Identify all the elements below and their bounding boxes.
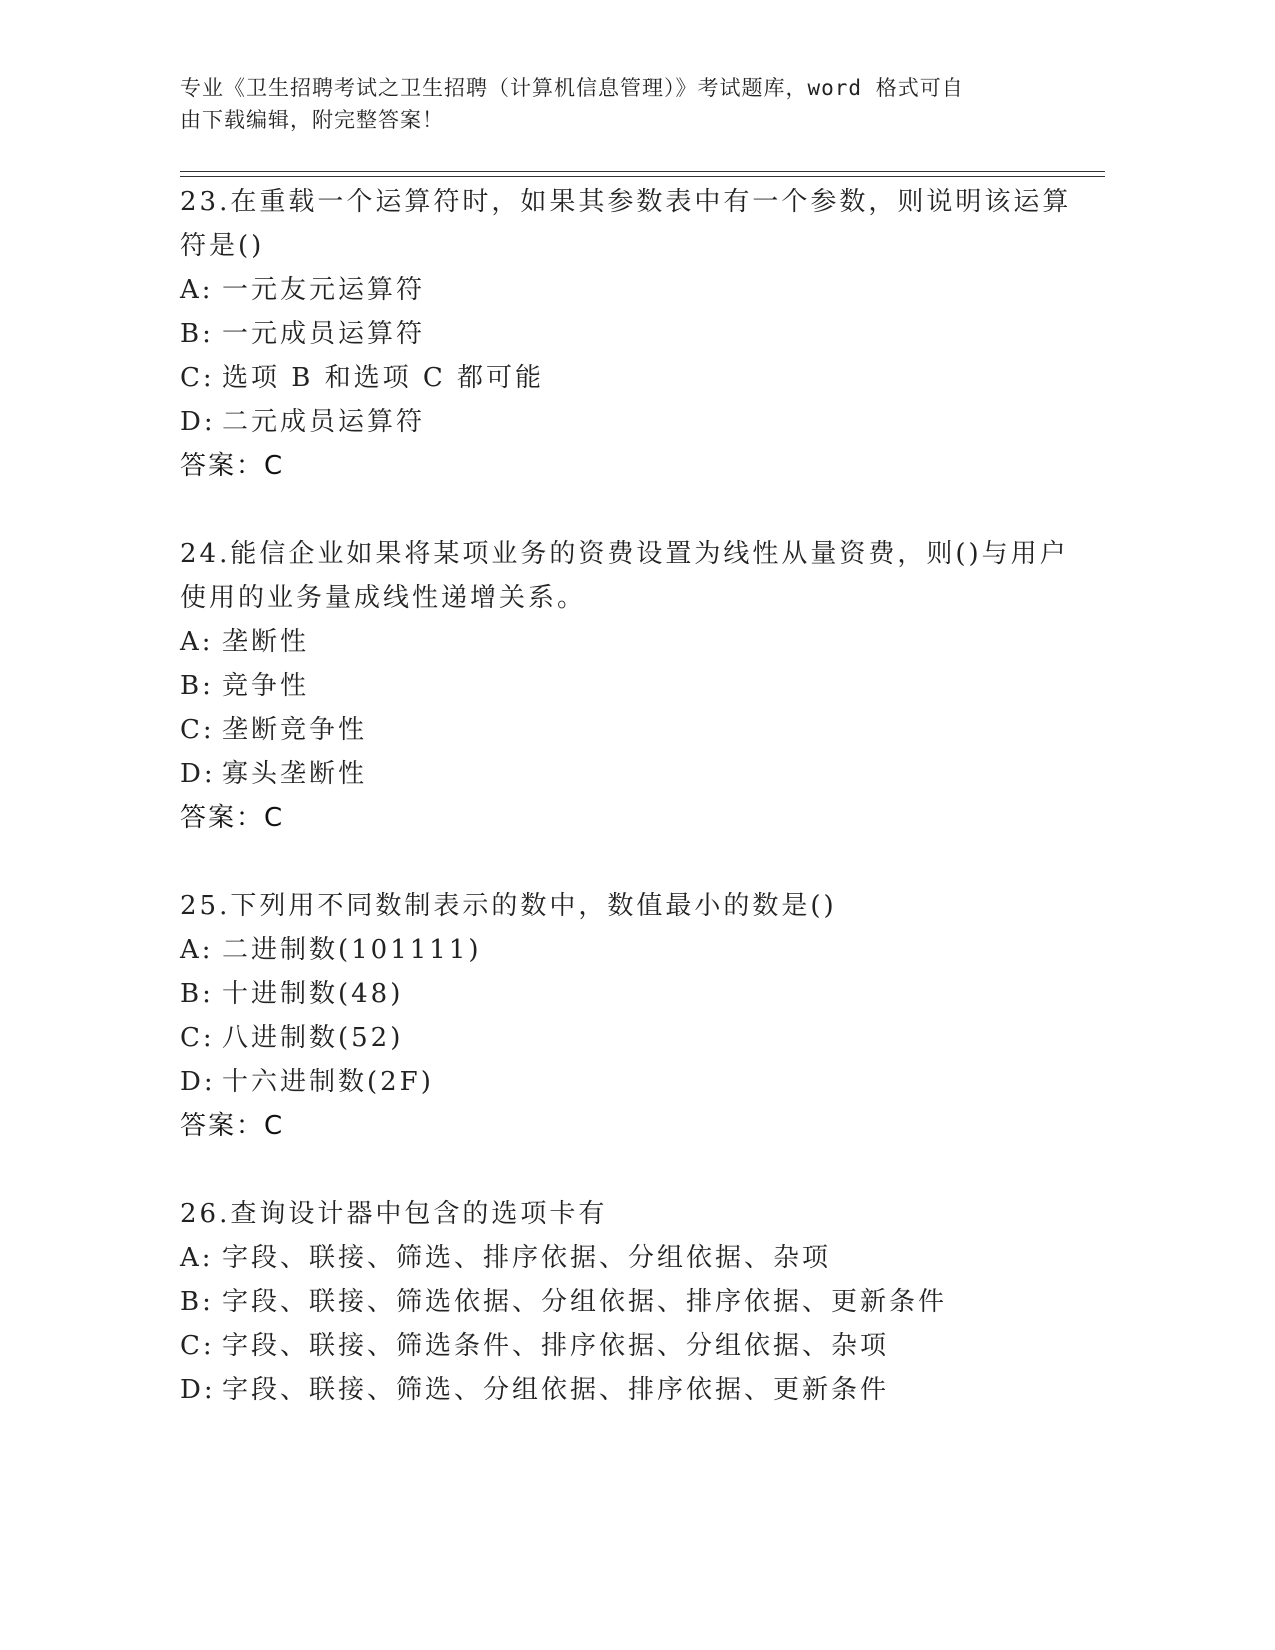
option-letter: D:	[180, 759, 216, 789]
option-text: 一元成员运算符	[222, 319, 426, 349]
option-d	[180, 752, 1080, 796]
option-text: 字段、联接、筛选依据、分组依据、排序依据、更新条件	[222, 1287, 948, 1317]
option-letter: A:	[180, 275, 214, 305]
question-23	[180, 180, 1080, 488]
question-text-line: 符是()	[180, 231, 265, 261]
option-d	[180, 1368, 1080, 1412]
option-letter: B:	[180, 1287, 214, 1317]
option-letter: C:	[180, 1331, 215, 1361]
option-text: 寡头垄断性	[222, 759, 368, 789]
option-c	[180, 1016, 1080, 1060]
option-text: 字段、联接、筛选、排序依据、分组依据、杂项	[222, 1243, 832, 1273]
option-letter: D:	[180, 1067, 216, 1097]
option-b	[180, 312, 1080, 356]
option-letter: D:	[180, 1375, 216, 1405]
option-letter: C:	[180, 715, 215, 745]
question-text-line: 26.查询设计器中包含的选项卡有	[180, 1199, 608, 1229]
option-letter: C:	[180, 363, 215, 393]
option-text: 二进制数(101111)	[222, 935, 482, 965]
option-letter: B:	[180, 319, 214, 349]
option-c	[180, 1324, 1080, 1368]
question-24	[180, 532, 1080, 840]
option-letter: A:	[180, 935, 214, 965]
option-a	[180, 928, 1080, 972]
option-text: 十进制数(48)	[222, 979, 404, 1009]
option-text: 字段、联接、筛选、分组依据、排序依据、更新条件	[222, 1375, 890, 1405]
option-letter: A:	[180, 627, 214, 657]
option-letter: D:	[180, 407, 216, 437]
question-text	[180, 180, 1080, 268]
option-text: 字段、联接、筛选条件、排序依据、分组依据、杂项	[222, 1331, 890, 1361]
question-text	[180, 884, 1080, 928]
document-header	[180, 72, 1040, 136]
option-letter: C:	[180, 1023, 215, 1053]
question-list	[180, 180, 1080, 1456]
option-b	[180, 664, 1080, 708]
option-a	[180, 1236, 1080, 1280]
option-letter: A:	[180, 1243, 214, 1273]
option-text: 选项 B 和选项 C 都可能	[222, 363, 545, 393]
option-text: 垄断性	[222, 627, 310, 657]
option-a	[180, 268, 1080, 312]
header-divider-bottom	[180, 176, 1105, 177]
question-26	[180, 1192, 1080, 1412]
option-d	[180, 1060, 1080, 1104]
answer-text: 答案：C	[180, 1111, 285, 1141]
header-line-2: 由下载编辑，附完整答案！	[180, 108, 444, 132]
header-divider-top	[180, 171, 1105, 172]
answer-text: 答案：C	[180, 451, 285, 481]
option-b	[180, 1280, 1080, 1324]
option-a	[180, 620, 1080, 664]
question-25	[180, 884, 1080, 1148]
header-line-1: 专业《卫生招聘考试之卫生招聘（计算机信息管理）》考试题库，word 格式可自	[180, 76, 964, 100]
question-text	[180, 532, 1080, 620]
option-text: 一元友元运算符	[222, 275, 426, 305]
answer-text: 答案：C	[180, 803, 285, 833]
option-letter: B:	[180, 671, 214, 701]
option-letter: B:	[180, 979, 214, 1009]
question-text-line: 23.在重载一个运算符时，如果其参数表中有一个参数，则说明该运算	[180, 187, 1072, 217]
option-text: 十六进制数(2F)	[222, 1067, 434, 1097]
option-c	[180, 708, 1080, 752]
question-text-line: 25.下列用不同数制表示的数中，数值最小的数是()	[180, 891, 837, 921]
question-text-line: 24.能信企业如果将某项业务的资费设置为线性从量资费，则()与用户	[180, 539, 1069, 569]
option-text: 二元成员运算符	[222, 407, 426, 437]
option-text: 竞争性	[222, 671, 310, 701]
option-b	[180, 972, 1080, 1016]
question-text	[180, 1192, 1080, 1236]
option-c	[180, 356, 1080, 400]
option-d	[180, 400, 1080, 444]
option-text: 垄断竞争性	[222, 715, 368, 745]
option-text: 八进制数(52)	[222, 1023, 404, 1053]
question-text-line: 使用的业务量成线性递增关系。	[180, 583, 587, 613]
